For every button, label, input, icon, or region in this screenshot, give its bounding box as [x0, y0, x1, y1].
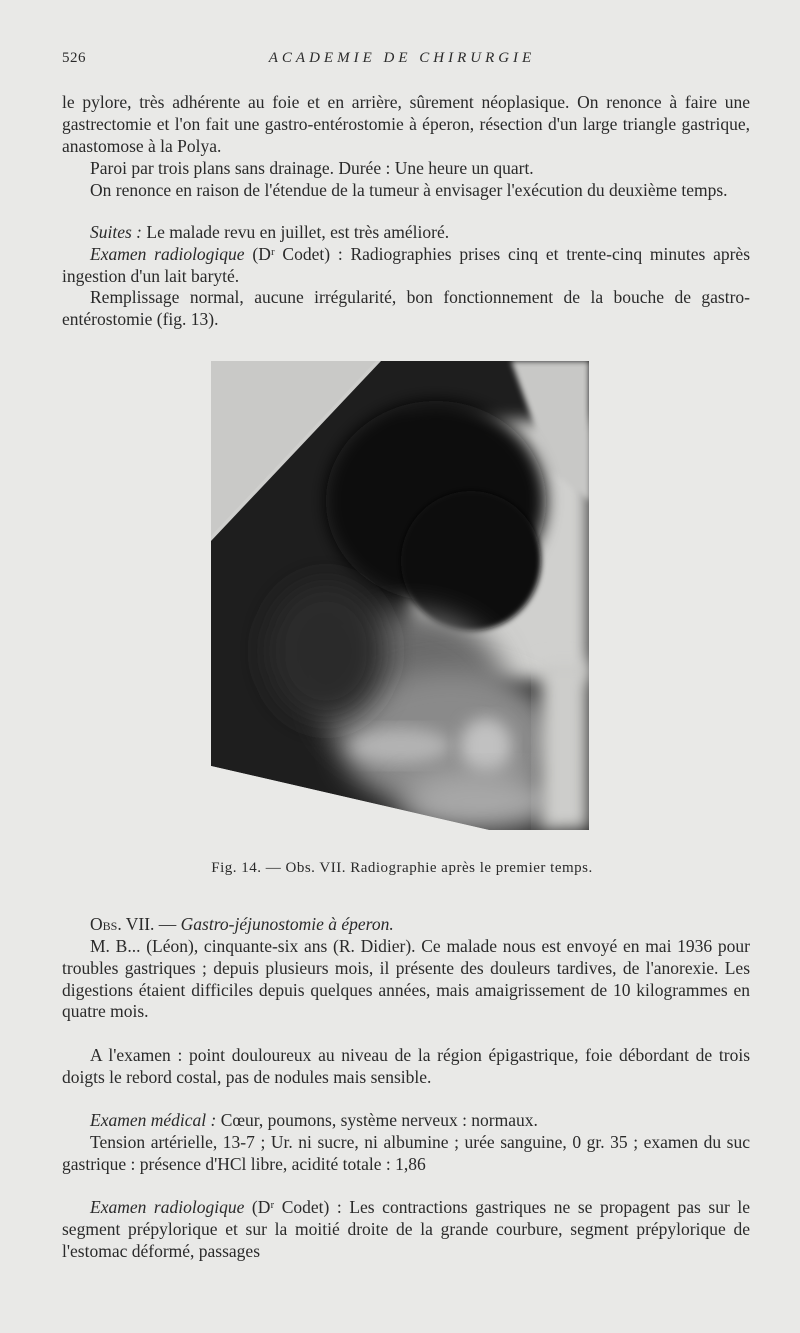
- observation-title: Gastro-jéjunostomie à éperon.: [180, 914, 394, 934]
- paragraph-text: le pylore, très adhérente au foie et en arrière, sûrement néoplasique. On renonce à faire une gastrectomie et l'on fait une gastro-entérostomie à éperon, résection d'un large triangle gastrique, anastomose à la Polya.: [62, 92, 750, 156]
- paragraph-text: Remplissage normal, aucune irrégularité, bon fonctionnement de la bouche de gastro-entérostomie (fig. 13).: [62, 287, 750, 329]
- paragraph: [62, 244, 750, 288]
- paragraph: [62, 936, 750, 1023]
- section-label: Examen radiologique: [90, 244, 245, 264]
- paragraph: [62, 1110, 750, 1132]
- section-label: Suites :: [90, 222, 143, 242]
- paragraph-text: Le malade revu en juillet, est très amélioré.: [142, 222, 450, 242]
- paragraph: [62, 914, 750, 936]
- page-number: 526: [62, 50, 86, 66]
- paragraph-text: Cœur, poumons, système nerveux : normaux.: [216, 1110, 538, 1130]
- paragraph-text: (Dʳ Codet) : Radiographies prises cinq et trente-cinq minutes après ingestion d'un lait baryté.: [62, 244, 751, 286]
- radiograph-image: [211, 361, 589, 830]
- figure-caption: Fig. 14. — Obs. VII. Radiographie après le premier temps.: [211, 860, 593, 876]
- paragraph: [62, 158, 750, 180]
- paragraph-text: (Dʳ Codet) : Les contractions gastriques ne se propagent pas sur le segment prépylorique et sur la moitié droite de la grande courbure, segment prépylorique de l'estomac déformé, passages: [62, 1197, 750, 1261]
- paragraph: [62, 1132, 750, 1176]
- paragraph: [62, 222, 750, 244]
- running-title: ACADEMIE DE CHIRURGIE: [268, 50, 536, 66]
- paragraph: [62, 1045, 750, 1089]
- radiograph-figure: [211, 361, 589, 830]
- paragraph: [62, 180, 750, 202]
- paragraph: [62, 287, 750, 331]
- paragraph-text: Tension artérielle, 13-7 ; Ur. ni sucre, ni albumine ; urée sanguine, 0 gr. 35 ; examen du suc gastrique : présence d'HCl libre, acidité totale : 1,86: [62, 1132, 750, 1174]
- paragraph: [62, 92, 750, 157]
- paragraph: [62, 1197, 750, 1262]
- paragraph-text: M. B... (Léon), cinquante-six ans (R. Didier). Ce malade nous est envoyé en mai 1936 pour troubles gastriques ; depuis plusieurs mois, il présente des douleurs tardives, de l'anorexie. Les digestions étaient difficiles depuis quelques années, mais amaigrissement de 10 kilogrammes en quatre mois.: [62, 936, 750, 1022]
- observation-label: Obs. VII. —: [90, 914, 181, 934]
- section-label: Examen médical :: [90, 1110, 217, 1130]
- paragraph-text: Paroi par trois plans sans drainage. Durée : Une heure un quart.: [90, 158, 534, 178]
- paragraph-text: On renonce en raison de l'étendue de la tumeur à envisager l'exécution du deuxième temps.: [90, 180, 728, 200]
- section-label: Examen radiologique: [90, 1197, 245, 1217]
- page-header: [62, 50, 742, 72]
- paragraph-text: A l'examen : point douloureux au niveau de la région épigastrique, foie débordant de trois doigts le rebord costal, pas de nodules mais sensible.: [62, 1045, 750, 1087]
